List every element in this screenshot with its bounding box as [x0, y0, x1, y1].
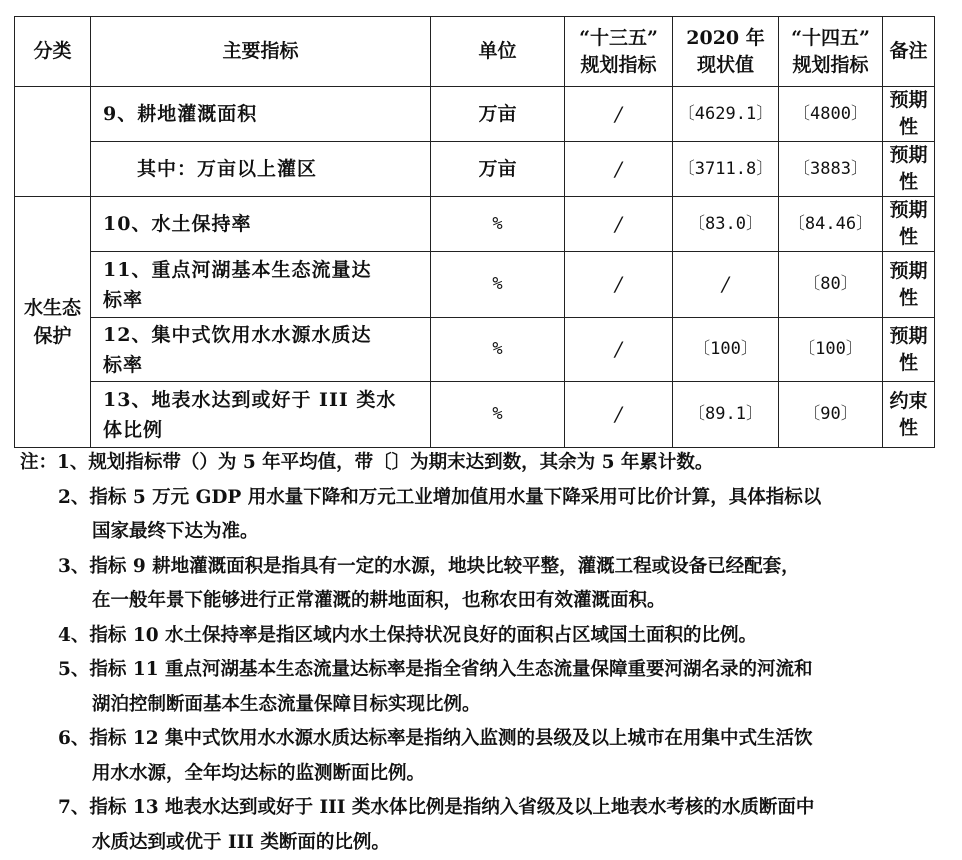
header-remark: 备注: [883, 17, 935, 87]
plan14-cell: 〔90〕: [779, 382, 883, 448]
plan13-cell: /: [565, 382, 673, 448]
note-number: 2、: [58, 481, 89, 516]
remark-cell: 预期性: [883, 87, 935, 142]
plan13-cell: /: [565, 252, 673, 318]
indicator-name-line2: 标率: [103, 285, 430, 315]
header-plan14: [779, 17, 883, 87]
category-line1: 水生态: [15, 294, 90, 322]
unit-cell: 万亩: [431, 87, 565, 142]
plan14-cell: 〔80〕: [779, 252, 883, 318]
notes-prefix: 注：: [20, 446, 57, 481]
plan14-cell: 〔3883〕: [779, 142, 883, 197]
remark-cell: 约束性: [883, 382, 935, 448]
unit-cell: %: [431, 252, 565, 318]
table-row: [15, 382, 935, 448]
status2020-cell: 〔83.0〕: [673, 197, 779, 252]
note-item-7: [20, 791, 950, 826]
note-text: 指标 9 耕地灌溉面积是指具有一定的水源，地块比较平整，灌溉工程或设备已经配套，: [89, 556, 799, 577]
table-row: [15, 197, 935, 252]
indicator-name: [91, 252, 431, 318]
header-plan13: [565, 17, 673, 87]
note-number: 3、: [58, 550, 89, 585]
note-item-3: [20, 550, 950, 585]
note-text: 指标 10 水土保持率是指区域内水土保持状况良好的面积占区域国土面积的比例。: [89, 625, 757, 646]
status2020-cell: 〔89.1〕: [673, 382, 779, 448]
indicator-name-line1: 11、重点河湖基本生态流量达: [103, 255, 430, 285]
indicator-name-line2: 体比例: [103, 415, 430, 445]
status2020-cell: 〔3711.8〕: [673, 142, 779, 197]
header-plan13-line2: 规划指标: [565, 52, 672, 79]
unit-cell: %: [431, 382, 565, 448]
remark-cell: 预期性: [883, 197, 935, 252]
indicator-name: 其中：万亩以上灌区: [91, 142, 431, 197]
note-number: 5、: [58, 653, 89, 688]
remark-cell: 预期性: [883, 252, 935, 318]
note-text: 指标 12 集中式饮用水水源水质达标率是指纳入监测的县级及以上城市在用集中式生活饮: [89, 728, 812, 749]
note-item-2: [20, 481, 950, 516]
note-item-4: [20, 619, 950, 654]
note-text: 指标 13 地表水达到或好于 III 类水体比例是指纳入省级及以上地表水考核的水质断面中: [89, 797, 814, 818]
header-indicator: 主要指标: [91, 17, 431, 87]
note-number: 1、: [57, 446, 88, 481]
header-status2020: [673, 17, 779, 87]
status2020-cell: 〔4629.1〕: [673, 87, 779, 142]
note-number: 7、: [58, 791, 89, 826]
header-unit: 单位: [431, 17, 565, 87]
header-plan13-line1: “十三五”: [565, 25, 672, 52]
indicator-table: [14, 16, 935, 448]
header-plan14-line2: 规划指标: [779, 52, 882, 79]
category-line2: 保护: [15, 322, 90, 350]
category-cell-blank: [15, 87, 91, 197]
indicator-name-line1: 13、地表水达到或好于 III 类水: [103, 385, 430, 415]
header-row: [15, 17, 935, 87]
header-status2020-line1: 2020 年: [673, 25, 778, 52]
note-text: 规划指标带（）为 5 年平均值，带〔〕为期末达到数，其余为 5 年累计数。: [88, 452, 713, 473]
notes-section: [20, 446, 950, 860]
note-number: 6、: [58, 722, 89, 757]
note-item-1: [20, 446, 950, 481]
plan13-cell: /: [565, 87, 673, 142]
note-item-6-cont: 用水水源，全年均达标的监测断面比例。: [20, 757, 950, 792]
plan14-cell: 〔100〕: [779, 318, 883, 382]
table-row: [15, 142, 935, 197]
status2020-cell: 〔100〕: [673, 318, 779, 382]
indicator-name: 10、水土保持率: [91, 197, 431, 252]
indicator-name-line2: 标率: [103, 350, 430, 380]
unit-cell: 万亩: [431, 142, 565, 197]
note-item-5: [20, 653, 950, 688]
table-row: [15, 252, 935, 318]
note-item-6: [20, 722, 950, 757]
indicator-name: [91, 318, 431, 382]
note-item-3-cont: 在一般年景下能够进行正常灌溉的耕地面积，也称农田有效灌溉面积。: [20, 584, 950, 619]
category-cell: [15, 197, 91, 448]
note-item-5-cont: 湖泊控制断面基本生态流量保障目标实现比例。: [20, 688, 950, 723]
plan14-cell: 〔84.46〕: [779, 197, 883, 252]
plan13-cell: /: [565, 142, 673, 197]
indicator-name: 9、耕地灌溉面积: [91, 87, 431, 142]
header-plan14-line1: “十四五”: [779, 25, 882, 52]
indicator-name: [91, 382, 431, 448]
note-text: 指标 5 万元 GDP 用水量下降和万元工业增加值用水量下降采用可比价计算，具体指标以: [89, 487, 821, 508]
unit-cell: %: [431, 318, 565, 382]
note-text: 指标 11 重点河湖基本生态流量达标率是指全省纳入生态流量保障重要河湖名录的河流和: [89, 659, 812, 680]
table-row: [15, 318, 935, 382]
remark-cell: 预期性: [883, 142, 935, 197]
status2020-cell: /: [673, 252, 779, 318]
header-category: 分类: [15, 17, 91, 87]
plan13-cell: /: [565, 197, 673, 252]
note-number: 4、: [58, 619, 89, 654]
plan14-cell: 〔4800〕: [779, 87, 883, 142]
unit-cell: %: [431, 197, 565, 252]
indicator-name-line1: 12、集中式饮用水水源水质达: [103, 320, 430, 350]
note-item-2-cont: 国家最终下达为准。: [20, 515, 950, 550]
header-status2020-line2: 现状值: [673, 52, 778, 79]
table-row: [15, 87, 935, 142]
note-item-7-cont: 水质达到或优于 III 类断面的比例。: [20, 826, 950, 860]
plan13-cell: /: [565, 318, 673, 382]
remark-cell: 预期性: [883, 318, 935, 382]
